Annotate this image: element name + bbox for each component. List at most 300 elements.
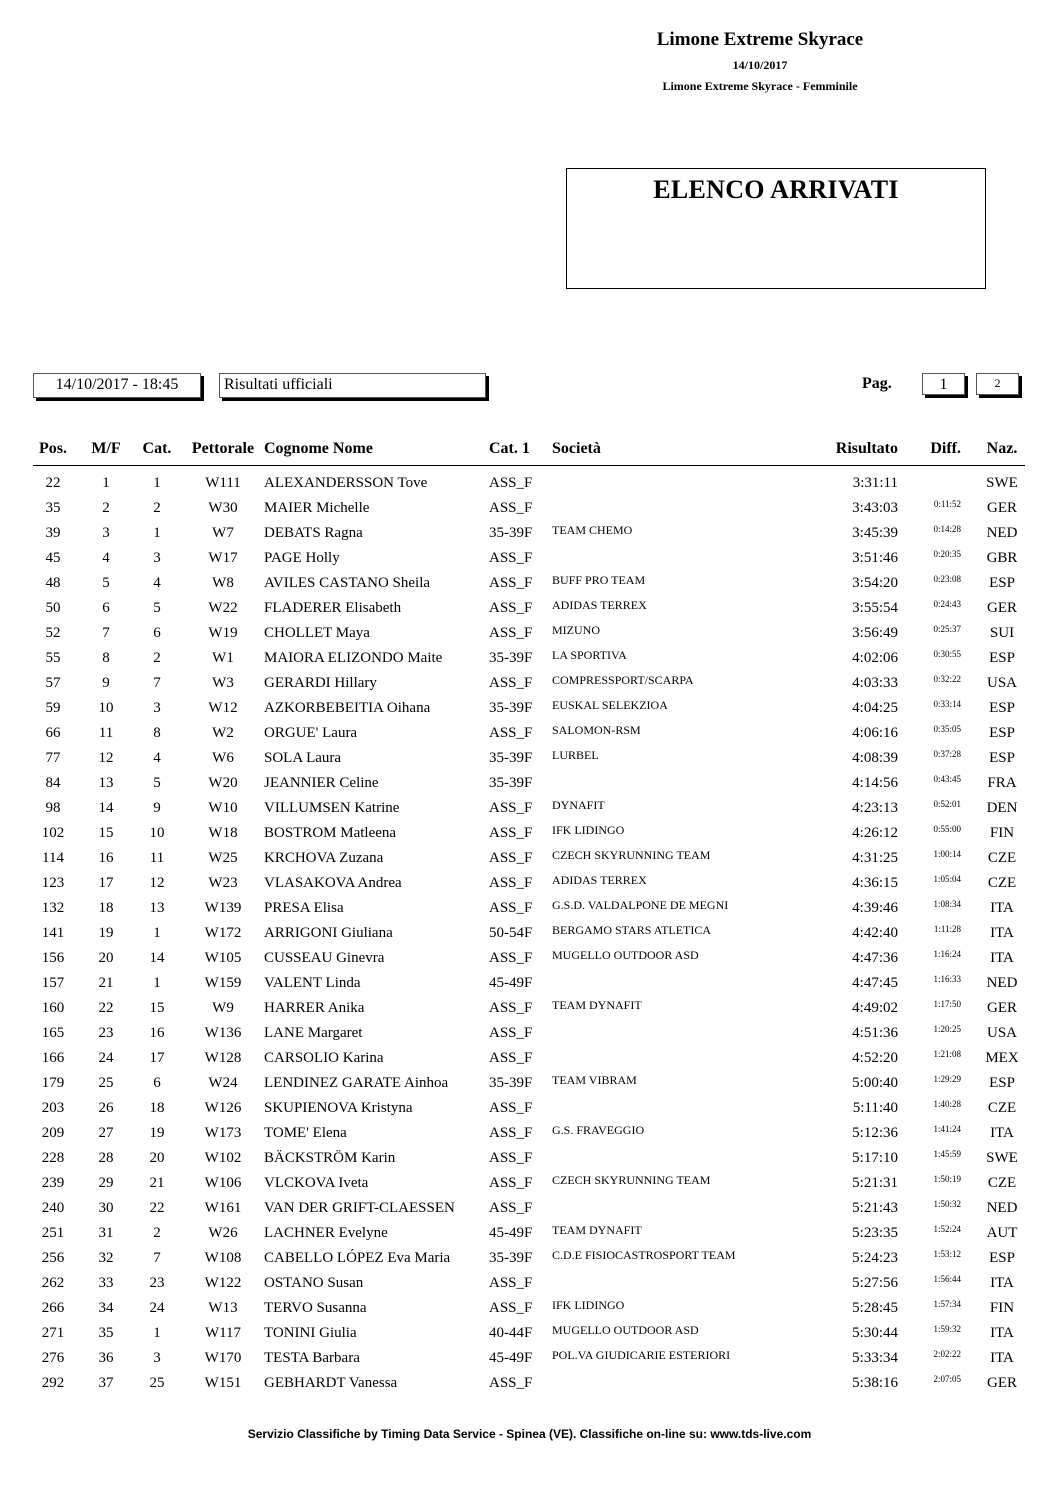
cell-time: 4:06:16 <box>852 725 898 741</box>
cell-pos: 271 <box>41 1325 65 1341</box>
cell-cat1: ASS_F <box>489 550 533 566</box>
cell-team: TEAM DYNAFIT <box>552 1223 642 1237</box>
cell-cat: 10 <box>149 825 165 841</box>
col-header-team: Società <box>552 440 601 457</box>
cell-diff: 0:20:35 <box>933 549 961 559</box>
cell-bib: W1 <box>212 650 234 666</box>
cell-cat1: ASS_F <box>489 950 533 966</box>
cell-cat: 1 <box>153 475 161 491</box>
cell-cat: 4 <box>153 750 161 766</box>
cell-cat1: 45-49F <box>489 1350 533 1366</box>
cell-bib: W126 <box>204 1100 242 1116</box>
cell-cat: 3 <box>153 550 161 566</box>
cell-mf: 35 <box>98 1325 114 1341</box>
cell-bib: W30 <box>208 500 238 516</box>
cell-cat1: ASS_F <box>489 800 533 816</box>
cell-cat: 2 <box>153 650 161 666</box>
cell-nat: DEN <box>986 800 1018 816</box>
cell-time: 5:21:43 <box>852 1200 898 1216</box>
col-header-cat: Cat. <box>142 440 172 457</box>
cell-name: DEBATS Ragna <box>264 525 363 541</box>
cell-nat: USA <box>986 675 1017 691</box>
cell-bib: W8 <box>212 575 234 591</box>
cell-nat: ITA <box>990 900 1014 916</box>
cell-diff: 1:05:04 <box>933 874 961 884</box>
cell-time: 3:43:03 <box>852 500 898 516</box>
cell-diff: 1:50:19 <box>933 1174 961 1184</box>
page-current: 1 <box>922 373 965 395</box>
cell-time: 4:52:20 <box>852 1050 898 1066</box>
table-header <box>0 438 1059 462</box>
cell-time: 4:08:39 <box>852 750 898 766</box>
cell-name: FLADERER Elisabeth <box>264 600 402 616</box>
cell-name: BOSTROM Matleena <box>264 825 397 841</box>
cell-mf: 18 <box>98 900 114 916</box>
cell-nat: GER <box>987 500 1017 516</box>
cell-cat: 5 <box>153 600 161 616</box>
cell-team: IFK LIDINGO <box>552 823 625 837</box>
event-header <box>560 28 960 94</box>
cell-bib: W3 <box>212 675 234 691</box>
cell-pos: 123 <box>41 875 65 891</box>
cell-diff: 1:57:34 <box>933 1299 961 1309</box>
cell-cat1: 50-54F <box>489 925 533 941</box>
table-row <box>0 772 1059 797</box>
cell-cat1: ASS_F <box>489 1150 533 1166</box>
cell-cat1: ASS_F <box>489 1025 533 1041</box>
cell-diff: 1:21:08 <box>933 1049 961 1059</box>
table-row <box>0 947 1059 972</box>
table-row <box>0 1297 1059 1322</box>
table-row <box>0 1347 1059 1372</box>
cell-bib: W13 <box>208 1300 238 1316</box>
cell-diff: 1:41:24 <box>933 1124 961 1134</box>
table-row <box>0 897 1059 922</box>
cell-cat1: ASS_F <box>489 575 533 591</box>
page-label: Pag. <box>862 375 892 392</box>
cell-mf: 4 <box>102 550 110 566</box>
table-row <box>0 997 1059 1022</box>
cell-name: MAIORA ELIZONDO Maite <box>264 650 443 666</box>
cell-name: HARRER Anika <box>264 1000 365 1016</box>
cell-cat: 14 <box>149 950 165 966</box>
col-header-cat1: Cat. 1 <box>489 440 530 457</box>
cell-mf: 22 <box>98 1000 114 1016</box>
cell-time: 5:11:40 <box>852 1100 898 1116</box>
cell-name: TOME' Elena <box>264 1125 347 1141</box>
cell-diff: 0:43:45 <box>933 774 961 784</box>
cell-time: 4:14:56 <box>852 775 898 791</box>
cell-mf: 9 <box>102 675 110 691</box>
table-row <box>0 972 1059 997</box>
cell-nat: SUI <box>989 625 1015 641</box>
cell-diff: 2:02:22 <box>933 1349 961 1359</box>
cell-pos: 35 <box>45 500 61 516</box>
cell-diff: 0:33:14 <box>933 699 961 709</box>
cell-mf: 25 <box>98 1075 114 1091</box>
cell-cat1: ASS_F <box>489 900 533 916</box>
cell-cat: 5 <box>153 775 161 791</box>
cell-bib: W128 <box>204 1050 242 1066</box>
cell-bib: W172 <box>204 925 242 941</box>
cell-diff: 0:14:28 <box>933 524 961 534</box>
cell-pos: 52 <box>45 625 61 641</box>
cell-bib: W19 <box>208 625 238 641</box>
cell-time: 4:26:12 <box>852 825 898 841</box>
cell-name: VLCKOVA Iveta <box>264 1175 369 1191</box>
cell-cat1: ASS_F <box>489 625 533 641</box>
cell-diff: 0:11:52 <box>933 499 961 509</box>
col-header-nat: Naz. <box>986 440 1018 457</box>
cell-cat: 22 <box>149 1200 165 1216</box>
cell-mf: 28 <box>98 1150 114 1166</box>
cell-nat: ITA <box>990 1325 1014 1341</box>
cell-pos: 66 <box>45 725 61 741</box>
cell-name: CUSSEAU Ginevra <box>264 950 385 966</box>
cell-time: 4:03:33 <box>852 675 898 691</box>
cell-pos: 48 <box>45 575 61 591</box>
cell-cat: 23 <box>149 1275 165 1291</box>
cell-team: G.S. FRAVEGGIO <box>552 1123 645 1137</box>
table-row <box>0 672 1059 697</box>
cell-mf: 3 <box>102 525 110 541</box>
cell-cat: 1 <box>153 925 161 941</box>
cell-time: 5:24:23 <box>852 1250 898 1266</box>
cell-nat: CZE <box>987 850 1017 866</box>
cell-bib: W12 <box>208 700 238 716</box>
cell-name: VALENT Linda <box>264 975 361 991</box>
cell-cat: 15 <box>149 1000 165 1016</box>
cell-diff: 1:16:33 <box>933 974 961 984</box>
cell-team: C.D.E FISIOCASTROSPORT TEAM <box>552 1248 736 1262</box>
table-row <box>0 1272 1059 1297</box>
cell-cat1: 45-49F <box>489 975 533 991</box>
cell-time: 4:31:25 <box>852 850 898 866</box>
cell-mf: 27 <box>98 1125 114 1141</box>
cell-name: ORGUE' Laura <box>264 725 358 741</box>
cell-cat1: ASS_F <box>489 725 533 741</box>
cell-pos: 132 <box>41 900 65 916</box>
cell-name: KRCHOVA Zuzana <box>264 850 384 866</box>
cell-bib: W9 <box>212 1000 234 1016</box>
cell-name: LANE Margaret <box>264 1025 363 1041</box>
cell-cat1: ASS_F <box>489 500 533 516</box>
cell-nat: ITA <box>990 1275 1014 1291</box>
cell-cat: 21 <box>149 1175 165 1191</box>
cell-nat: AUT <box>986 1225 1018 1241</box>
page-total: 2 <box>976 373 1019 395</box>
cell-bib: W10 <box>208 800 238 816</box>
table-row <box>0 647 1059 672</box>
cell-cat1: ASS_F <box>489 1100 533 1116</box>
cell-cat: 25 <box>149 1375 165 1391</box>
cell-mf: 6 <box>102 600 110 616</box>
cell-time: 4:36:15 <box>852 875 898 891</box>
event-subtitle: Limone Extreme Skyrace - Femminile <box>662 79 858 93</box>
cell-time: 4:04:25 <box>852 700 898 716</box>
cell-name: GEBHARDT Vanessa <box>264 1375 398 1391</box>
cell-team: MIZUNO <box>552 623 600 637</box>
cell-mf: 17 <box>98 875 114 891</box>
cell-team: TEAM CHEMO <box>552 523 633 537</box>
cell-name: AZKORBEBEITIA Oihana <box>264 700 431 716</box>
cell-nat: SWE <box>986 1150 1018 1166</box>
cell-nat: ESP <box>989 650 1015 666</box>
cell-team: LA SPORTIVA <box>552 648 627 662</box>
col-header-mf: M/F <box>91 440 121 457</box>
cell-time: 5:12:36 <box>852 1125 898 1141</box>
cell-name: TERVO Susanna <box>264 1300 367 1316</box>
cell-time: 5:17:10 <box>852 1150 898 1166</box>
col-header-time: Risultato <box>835 440 898 457</box>
cell-time: 5:00:40 <box>852 1075 898 1091</box>
report-title-box <box>566 168 986 289</box>
cell-mf: 10 <box>98 700 114 716</box>
cell-mf: 36 <box>98 1350 114 1366</box>
cell-diff: 1:17:50 <box>933 999 961 1009</box>
cell-time: 5:33:34 <box>852 1350 898 1366</box>
cell-pos: 39 <box>45 525 61 541</box>
cell-team: LURBEL <box>552 748 599 762</box>
cell-time: 5:27:56 <box>852 1275 898 1291</box>
cell-pos: 57 <box>45 675 61 691</box>
cell-pos: 239 <box>41 1175 65 1191</box>
cell-nat: ITA <box>990 1350 1014 1366</box>
cell-cat1: ASS_F <box>489 1375 533 1391</box>
cell-pos: 256 <box>41 1250 65 1266</box>
cell-diff: 0:35:05 <box>933 724 961 734</box>
cell-cat1: 35-39F <box>489 700 533 716</box>
cell-mf: 13 <box>98 775 114 791</box>
cell-nat: SWE <box>986 475 1018 491</box>
cell-cat1: ASS_F <box>489 875 533 891</box>
cell-diff: 1:50:32 <box>933 1199 961 1209</box>
table-row <box>0 572 1059 597</box>
col-header-name: Cognome Nome <box>264 440 373 457</box>
cell-name: JEANNIER Celine <box>264 775 379 791</box>
cell-bib: W6 <box>212 750 234 766</box>
results-table <box>0 472 1059 1397</box>
cell-pos: 166 <box>41 1050 65 1066</box>
cell-name: TONINI Giulia <box>264 1325 357 1341</box>
cell-pos: 276 <box>41 1350 65 1366</box>
table-row <box>0 1322 1059 1347</box>
col-header-diff: Diff. <box>930 440 961 457</box>
cell-name: CHOLLET Maya <box>264 625 370 641</box>
results-status: Risultati ufficiali <box>219 373 486 398</box>
cell-team: CZECH SKYRUNNING TEAM <box>552 848 711 862</box>
cell-diff: 1:53:12 <box>933 1249 961 1259</box>
cell-nat: GBR <box>986 550 1018 566</box>
cell-pos: 141 <box>41 925 65 941</box>
cell-cat1: ASS_F <box>489 1275 533 1291</box>
col-header-bib: Pettorale <box>191 440 255 457</box>
cell-diff: 1:59:32 <box>933 1324 961 1334</box>
cell-diff: 1:11:28 <box>933 924 961 934</box>
cell-nat: MEX <box>985 1050 1019 1066</box>
cell-pos: 209 <box>41 1125 65 1141</box>
cell-cat: 4 <box>153 575 161 591</box>
cell-mf: 7 <box>102 625 110 641</box>
cell-cat1: 35-39F <box>489 1075 533 1091</box>
cell-pos: 102 <box>41 825 65 841</box>
cell-bib: W22 <box>208 600 238 616</box>
cell-bib: W20 <box>208 775 238 791</box>
cell-pos: 179 <box>41 1075 65 1091</box>
cell-team: ADIDAS TERREX <box>552 598 647 612</box>
cell-pos: 98 <box>45 800 61 816</box>
cell-pos: 228 <box>41 1150 65 1166</box>
cell-cat1: ASS_F <box>489 825 533 841</box>
cell-diff: 0:32:22 <box>933 674 961 684</box>
cell-name: VLASAKOVA Andrea <box>264 875 402 891</box>
cell-pos: 77 <box>45 750 61 766</box>
cell-pos: 266 <box>41 1300 65 1316</box>
cell-bib: W136 <box>204 1025 242 1041</box>
cell-name: CABELLO LÓPEZ Eva Maria <box>264 1250 451 1266</box>
cell-nat: ESP <box>989 750 1015 766</box>
cell-cat1: ASS_F <box>489 1000 533 1016</box>
cell-cat1: ASS_F <box>489 1300 533 1316</box>
table-row <box>0 722 1059 747</box>
cell-bib: W117 <box>204 1325 242 1341</box>
cell-nat: NED <box>986 525 1018 541</box>
cell-nat: ESP <box>989 575 1015 591</box>
cell-diff: 1:20:25 <box>933 1024 961 1034</box>
cell-mf: 16 <box>98 850 114 866</box>
cell-nat: FRA <box>987 775 1017 791</box>
cell-mf: 5 <box>102 575 110 591</box>
cell-mf: 21 <box>98 975 114 991</box>
table-row <box>0 1122 1059 1147</box>
cell-time: 4:23:13 <box>852 800 898 816</box>
cell-mf: 12 <box>98 750 114 766</box>
cell-name: PRESA Elisa <box>264 900 344 916</box>
cell-mf: 11 <box>98 725 114 741</box>
cell-mf: 15 <box>98 825 114 841</box>
cell-cat: 7 <box>153 1250 161 1266</box>
cell-team: DYNAFIT <box>552 798 605 812</box>
cell-time: 4:47:36 <box>852 950 898 966</box>
cell-cat1: ASS_F <box>489 475 533 491</box>
cell-bib: W122 <box>204 1275 242 1291</box>
table-row <box>0 747 1059 772</box>
cell-bib: W105 <box>204 950 242 966</box>
cell-name: LACHNER Evelyne <box>264 1225 388 1241</box>
cell-cat1: ASS_F <box>489 600 533 616</box>
cell-mf: 1 <box>102 475 110 491</box>
cell-team: ADIDAS TERREX <box>552 873 647 887</box>
cell-pos: 45 <box>45 550 61 566</box>
cell-diff: 0:24:43 <box>933 599 961 609</box>
table-row <box>0 597 1059 622</box>
cell-diff: 0:25:37 <box>933 624 961 634</box>
footer-credit: Servizio Classifiche by Timing Data Service - Spinea (VE). Classifiche on-line su: www.tds-live.com <box>247 1427 812 1441</box>
cell-diff: 0:37:28 <box>933 749 961 759</box>
cell-bib: W17 <box>208 550 238 566</box>
cell-nat: GER <box>987 1000 1017 1016</box>
cell-cat: 20 <box>149 1150 165 1166</box>
cell-time: 4:51:36 <box>852 1025 898 1041</box>
cell-bib: W159 <box>204 975 242 991</box>
cell-nat: NED <box>986 975 1018 991</box>
cell-mf: 26 <box>98 1100 114 1116</box>
cell-cat1: 35-39F <box>489 1250 533 1266</box>
cell-time: 3:55:54 <box>852 600 898 616</box>
cell-diff: 1:45:59 <box>933 1149 961 1159</box>
cell-nat: CZE <box>987 1175 1017 1191</box>
cell-team: POL.VA GIUDICARIE ESTERIORI <box>552 1348 731 1362</box>
cell-mf: 19 <box>98 925 114 941</box>
cell-nat: ESP <box>989 725 1015 741</box>
cell-cat1: 35-39F <box>489 525 533 541</box>
cell-cat: 18 <box>149 1100 165 1116</box>
report-title: ELENCO ARRIVATI <box>653 175 899 204</box>
cell-cat1: 35-39F <box>489 775 533 791</box>
cell-nat: FIN <box>989 825 1015 841</box>
cell-nat: ITA <box>990 950 1014 966</box>
table-row <box>0 1022 1059 1047</box>
cell-time: 5:21:31 <box>852 1175 898 1191</box>
cell-diff: 1:52:24 <box>933 1224 961 1234</box>
cell-name: LENDINEZ GARATE Ainhoa <box>264 1075 449 1091</box>
cell-mf: 14 <box>98 800 114 816</box>
cell-pos: 156 <box>41 950 65 966</box>
cell-name: CARSOLIO Karina <box>264 1050 384 1066</box>
cell-name: SOLA Laura <box>264 750 342 766</box>
cell-cat1: ASS_F <box>489 1175 533 1191</box>
cell-diff: 0:30:55 <box>933 649 961 659</box>
cell-pos: 84 <box>45 775 61 791</box>
cell-cat: 1 <box>153 975 161 991</box>
cell-time: 3:45:39 <box>852 525 898 541</box>
cell-bib: W173 <box>204 1125 242 1141</box>
cell-cat1: ASS_F <box>489 1200 533 1216</box>
cell-nat: ITA <box>990 1125 1014 1141</box>
table-row <box>0 697 1059 722</box>
cell-cat1: 45-49F <box>489 1225 533 1241</box>
table-row <box>0 922 1059 947</box>
cell-diff: 1:56:44 <box>933 1274 961 1284</box>
cell-cat: 19 <box>149 1125 165 1141</box>
table-row <box>0 497 1059 522</box>
cell-time: 4:42:40 <box>852 925 898 941</box>
cell-nat: ESP <box>989 1075 1015 1091</box>
table-row <box>0 547 1059 572</box>
table-row <box>0 1147 1059 1172</box>
cell-diff: 0:55:00 <box>933 824 961 834</box>
cell-name: AVILES CASTANO Sheila <box>264 575 431 591</box>
col-header-pos: Pos. <box>39 440 67 457</box>
cell-mf: 37 <box>98 1375 114 1391</box>
cell-mf: 31 <box>98 1225 114 1241</box>
cell-cat1: ASS_F <box>489 1125 533 1141</box>
cell-bib: W108 <box>204 1250 242 1266</box>
cell-name: PAGE Holly <box>264 550 340 566</box>
cell-cat: 3 <box>153 1350 161 1366</box>
cell-diff: 1:16:24 <box>933 949 961 959</box>
cell-cat: 7 <box>153 675 161 691</box>
cell-name: GERARDI Hillary <box>264 675 377 691</box>
cell-cat: 12 <box>149 875 165 891</box>
cell-time: 3:54:20 <box>852 575 898 591</box>
cell-pos: 50 <box>45 600 61 616</box>
cell-time: 5:30:44 <box>852 1325 898 1341</box>
cell-cat: 16 <box>149 1025 165 1041</box>
cell-nat: ESP <box>989 1250 1015 1266</box>
cell-cat: 17 <box>149 1050 165 1066</box>
cell-cat: 13 <box>149 900 165 916</box>
